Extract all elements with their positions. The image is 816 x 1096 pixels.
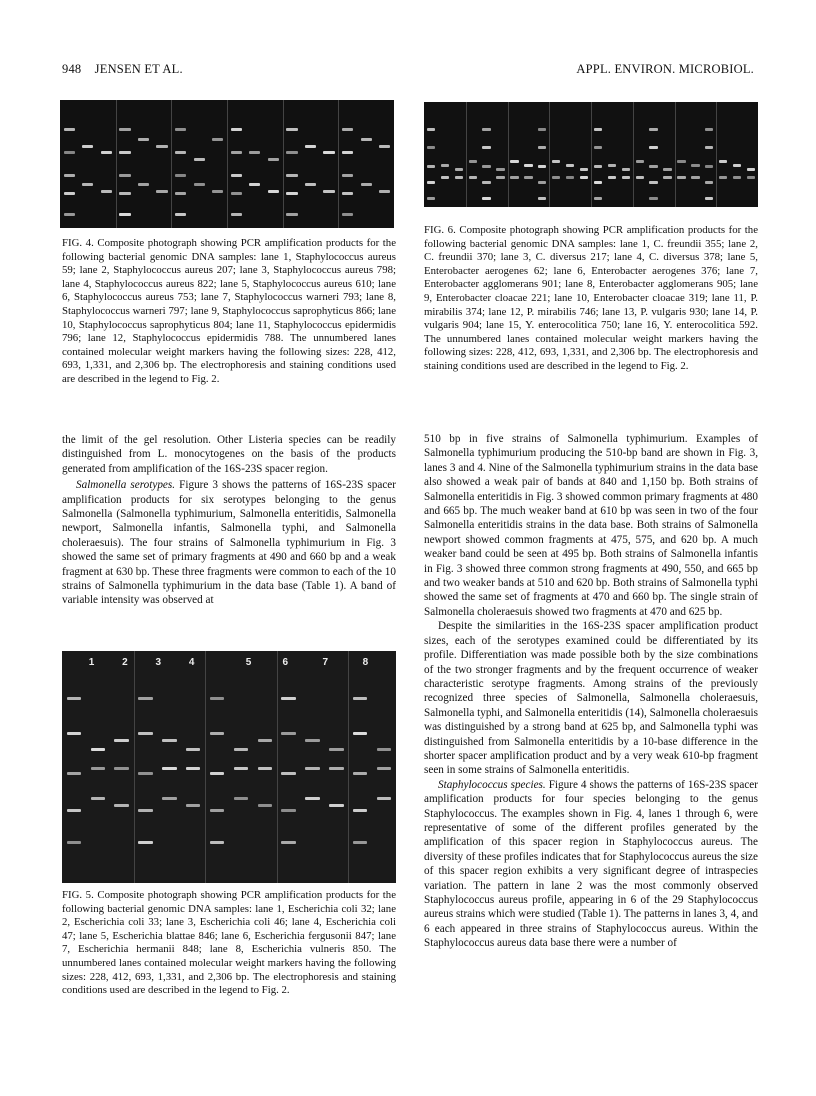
gel-band (114, 739, 128, 742)
gel-band (286, 192, 297, 195)
gel-band (138, 809, 152, 812)
gel-lane-divider (171, 100, 172, 228)
gel-band (353, 809, 367, 812)
gel-band (538, 181, 546, 184)
gel-band (82, 183, 93, 186)
gel-band (231, 192, 242, 195)
gel-band (268, 158, 279, 161)
gel-band (194, 158, 205, 161)
gel-band (353, 841, 367, 844)
gel-band (281, 841, 295, 844)
gel-band (249, 183, 260, 186)
gel-band (162, 797, 176, 800)
gel-band (212, 138, 223, 141)
gel-band (608, 164, 616, 167)
paragraph-salmonella-continued: 510 bp in five strains of Salmonella typhimurium. Examples of Salmonella typhimurium producing the 510-bp band are shown in Fig. 3, lanes 3 and 4. Nine of the Salmonella typhimurium strains in the data base also showed a weak pair of bands at 840 and 1,150 bp. Both strains of Salmonella enteritidis in Fig. 3 showed common primary fragments at 480 and 665 bp. The much weaker band at 610 bp was seen in two of the four Salmonella enteritidis strains in the data base. Both strains of Salmonella newport showed common fragments at 475, 575, and 620 bp. A much weaker band could be seen at 495 bp. Both strains of Salmonella infantis in Fig. 3 showed three common strong fragments at 490, 550, and 665 bp and two weaker bands at 510 and 620 bp. Both strains of Salmonella typhi showed the same set of fragments at 470 and 660 bp. The single strain of Salmonella choleraesuis showed two fragments at 470 and 625 bp. (424, 433, 758, 618)
gel-lane-divider (134, 651, 135, 883)
gel-band (747, 176, 755, 179)
gel-band (67, 732, 81, 735)
paragraph-staphylococcus-species (424, 778, 758, 951)
gel-band (281, 809, 295, 812)
fig5-lane-number: 8 (362, 657, 369, 668)
gel-band (119, 192, 130, 195)
gel-band (482, 181, 490, 184)
gel-band (649, 165, 657, 168)
gel-band (580, 168, 588, 171)
fig4-caption: FIG. 4. Composite photograph showing PCR amplification products for the following bacterial genomic DNA samples: lane 1, Staphylococcus aureus 59; lane 2, Staphylococcus aureus 207; lane 3, Staphylococcus aureus 798; lane 4, Staphylococcus aureus 822; lane 5, Staphylococcus aureus 610; lane 6, Staphylococcus aureus 753; lane 7, Staphylococcus warneri 793; lane 8, Staphylococcus warneri 797; lane 9, Staphylococcus saprophyticus 866; lane 10, Staphylococcus saprophyticus 804; lane 11, Staphylococcus epidermidis 796; lane 12, Staphylococcus epidermidis 788. The unnumbered lanes contained molecular weight markers having the following sizes: 228, 412, 693, 1,331, and 2,306 bp. The electrophoresis and staining conditions used are described in the legend to Fig. 2. (62, 237, 396, 385)
fig5-lane-number: 4 (188, 657, 195, 668)
gel-band (636, 176, 644, 179)
gel-band (510, 176, 518, 179)
paragraph-listeria-end: the limit of the gel resolution. Other Listeria species can be readily distinguished from L. monocytogenes on the basis of the products generated from amplification of the 16S-23S spacer region. (62, 434, 396, 475)
gel-band (210, 809, 224, 812)
gel-band (538, 165, 546, 168)
gel-band (469, 176, 477, 179)
section-heading-salmonella: Salmonella serotypes. (76, 479, 176, 492)
gel-lane-divider (205, 651, 206, 883)
gel-band (379, 145, 390, 148)
gel-band (342, 213, 353, 216)
gel-band (162, 739, 176, 742)
gel-band (496, 168, 504, 171)
gel-band (594, 197, 602, 200)
gel-band (482, 165, 490, 168)
gel-lane-divider (591, 102, 592, 207)
gel-band (636, 160, 644, 163)
gel-band (677, 160, 685, 163)
running-journal: APPL. ENVIRON. MICROBIOL. (576, 62, 754, 76)
gel-lane-divider (549, 102, 550, 207)
gel-band (138, 697, 152, 700)
gel-band (138, 841, 152, 844)
gel-band (677, 176, 685, 179)
gel-band (361, 138, 372, 141)
gel-band (705, 165, 713, 168)
gel-band (552, 160, 560, 163)
gel-lane-divider (508, 102, 509, 207)
gel-band (175, 213, 186, 216)
gel-band (138, 183, 149, 186)
gel-band (691, 164, 699, 167)
gel-band (427, 165, 435, 168)
gel-band (649, 128, 657, 131)
gel-band (608, 176, 616, 179)
fig6-gel-photo (424, 102, 758, 207)
gel-band (455, 168, 463, 171)
fig5-lane-number: 3 (155, 657, 162, 668)
gel-band (377, 748, 391, 751)
gel-band (186, 767, 200, 770)
gel-band (234, 797, 248, 800)
gel-band (705, 146, 713, 149)
gel-band (747, 168, 755, 171)
gel-band (305, 183, 316, 186)
gel-band (186, 748, 200, 751)
gel-band (705, 197, 713, 200)
gel-band (594, 146, 602, 149)
gel-lane-divider (348, 651, 349, 883)
gel-band (286, 174, 297, 177)
gel-band (67, 697, 81, 700)
gel-band (286, 151, 297, 154)
gel-band (194, 183, 205, 186)
gel-band (305, 797, 319, 800)
gel-lane-divider (338, 100, 339, 228)
gel-lane-divider (633, 102, 634, 207)
gel-band (305, 145, 316, 148)
gel-band (719, 176, 727, 179)
gel-band (258, 739, 272, 742)
paragraph-serotype-differentiation: Despite the similarities in the 16S-23S spacer amplification product sizes, each of the serotypes examined could be differentiated by its profile. Differentiation was made possible both by the size combinations of the two stronger fragments and by the frequent occurrence of weaker characteristic serotype fragments. Among strains of the previously recognized three species of Salmonella, Salmonella choleraesuis, Salmonella typhi, and Salmonella enteritidis (14), Salmonella choleraesuis was distinguished by a strong band at 625 bp, and Salmonella typhi was distinguished from Salmonella enteritidis by a 10-base difference in the shorter spacer amplification product and by a very weak 610-bp fragment seen in some strains of Salmonella enteritidis. (424, 620, 758, 777)
gel-band (119, 128, 130, 131)
gel-band (594, 165, 602, 168)
gel-band (212, 190, 223, 193)
fig5-caption: FIG. 5. Composite photograph showing PCR amplification products for the following bacterial genomic DNA samples: lane 1, Escherichia coli 32; lane 2, Escherichia coli 33; lane 3, Escherichia coli 46; lane 4, Escherichia coli 47; lane 5, Escherichia blattae 846; lane 6, Escherichia fergusonii 847; lane 7, Escherichia hermanii 848; lane 8, Escherichia vulneris 850. The unnumbered lanes contained molecular weight markers having the following sizes: 228, 412, 693, 1,331, and 2,306 bp. The electrophoresis and staining conditions used are described in the legend to Fig. 2. (62, 889, 396, 997)
gel-band (258, 804, 272, 807)
page-header-left (62, 62, 183, 77)
gel-band (210, 841, 224, 844)
gel-band (482, 128, 490, 131)
gel-band (329, 767, 343, 770)
paragraph-salmonella-body: Figure 3 shows the patterns of 16S-23S spacer amplification products for six serotypes belonging to the genus Salmonella (Salmonella typhimurium, Salmonella enteritidis, Salmonella newport, Salmonella infantis, Salmonella typhi, and Salmonella choleraesuis). The four strains of Salmonella typhimurium in Fig. 3 showed the same set of primary fragments at 490 and 660 bp and a weak fragment at 630 bp. These three fragments were common to each of the 10 strains of Salmonella typhimurium in the data base (Table 1). A band of variable intensity was observed at (62, 479, 396, 607)
gel-band (663, 176, 671, 179)
paragraph-staphylococcus-body: Figure 4 shows the patterns of 16S-23S spacer amplification products for four species belonging to the genus Staphylococcus. The examples shown in Fig. 4, lanes 1 through 6, were representative of some of the different profiles generated by the amplification of this spacer region in Staphylococcus aureus. The diversity of these profiles indicates that for Staphylococcus aureus the size of this spacer region exhibits a very significant degree of intraspecies variation. The pattern in lane 2 was the most commonly observed Staphylococcus aureus profile, appearing in 6 of the 29 Staphylococcus aureus strains which were studied (Table 1). The patterns in lanes 3, 4, and 6 each appeared in three strains of Staphylococcus aureus. Within the Staphylococcus aureus data base there were a number of (424, 778, 758, 950)
page-number: 948 (62, 62, 82, 76)
gel-band (482, 146, 490, 149)
gel-band (114, 767, 128, 770)
gel-band (649, 181, 657, 184)
gel-band (231, 174, 242, 177)
gel-band (353, 772, 367, 775)
fig5-gel-photo (62, 651, 396, 883)
gel-band (119, 151, 130, 154)
gel-band (323, 190, 334, 193)
fig4-gel-photo (60, 100, 394, 228)
gel-band (377, 797, 391, 800)
gel-band (114, 804, 128, 807)
gel-band (622, 168, 630, 171)
gel-band (361, 183, 372, 186)
gel-band (119, 213, 130, 216)
gel-band (249, 151, 260, 154)
gel-lane-divider (277, 651, 278, 883)
gel-band (175, 174, 186, 177)
gel-band (342, 174, 353, 177)
gel-band (705, 128, 713, 131)
gel-band (175, 151, 186, 154)
gel-band (538, 197, 546, 200)
gel-band (342, 192, 353, 195)
gel-band (622, 176, 630, 179)
gel-band (156, 190, 167, 193)
gel-band (210, 772, 224, 775)
gel-band (566, 164, 574, 167)
gel-band (342, 151, 353, 154)
gel-lane-divider (227, 100, 228, 228)
gel-band (82, 145, 93, 148)
left-column-text (62, 433, 396, 608)
gel-band (286, 213, 297, 216)
gel-band (719, 160, 727, 163)
gel-band (175, 192, 186, 195)
gel-band (281, 732, 295, 735)
running-authors: JENSEN ET AL. (94, 62, 183, 76)
gel-band (566, 176, 574, 179)
gel-band (231, 213, 242, 216)
gel-band (64, 128, 75, 131)
gel-band (91, 748, 105, 751)
gel-band (64, 192, 75, 195)
gel-band (138, 772, 152, 775)
gel-lane-divider (675, 102, 676, 207)
gel-band (342, 128, 353, 131)
gel-band (538, 128, 546, 131)
gel-band (286, 128, 297, 131)
section-heading-staphylococcus: Staphylococcus species. (438, 778, 546, 791)
gel-band (119, 174, 130, 177)
fig5-lane-number: 2 (122, 657, 128, 668)
gel-band (281, 697, 295, 700)
gel-band (101, 151, 112, 154)
right-column-text (424, 432, 758, 951)
gel-band (210, 697, 224, 700)
gel-band (649, 146, 657, 149)
gel-band (175, 128, 186, 131)
gel-band (323, 151, 334, 154)
gel-lane-divider (283, 100, 284, 228)
gel-band (268, 190, 279, 193)
gel-band (455, 176, 463, 179)
gel-lane-divider (116, 100, 117, 228)
gel-band (524, 164, 532, 167)
fig5-lane-number: 6 (282, 657, 288, 668)
gel-band (649, 197, 657, 200)
gel-band (258, 767, 272, 770)
gel-band (427, 197, 435, 200)
gel-band (733, 164, 741, 167)
gel-band (329, 748, 343, 751)
fig5-lane-number: 5 (245, 657, 252, 668)
gel-band (281, 772, 295, 775)
gel-band (231, 151, 242, 154)
gel-band (427, 181, 435, 184)
gel-band (594, 128, 602, 131)
gel-band (67, 841, 81, 844)
gel-band (234, 748, 248, 751)
gel-band (138, 138, 149, 141)
gel-band (510, 160, 518, 163)
gel-band (91, 797, 105, 800)
gel-lane-divider (466, 102, 467, 207)
gel-band (353, 697, 367, 700)
fig6-caption: FIG. 6. Composite photograph showing PCR amplification products for the following bacterial genomic DNA samples: lane 1, C. freundii 355; lane 2, C. freundii 370; lane 3, C. diversus 217; lane 4, C. diversus 378; lane 5, Enterobacter aerogenes 62; lane 6, Enterobacter aerogenes 376; lane 7, Enterobacter agglomerans 901; lane 8, Enterobacter agglomerans 905; lane 9, Enterobacter cloacae 221; lane 10, Enterobacter cloacae 319; lane 11, P. mirabilis 374; lane 12, P. mirabilis 746; lane 13, P. vulgaris 930; lane 14, P. vulgaris 904; lane 15, Y. enterocolitica 750; lane 16, Y. enterocolitica 592. The unnumbered lanes contained molecular weight markers having the following sizes: 228, 412, 693, 1,331, and 2,306 bp. The electrophoresis and staining conditions used are described in the legend to Fig. 2. (424, 224, 758, 372)
gel-band (538, 146, 546, 149)
gel-band (663, 168, 671, 171)
gel-band (469, 160, 477, 163)
gel-band (377, 767, 391, 770)
gel-band (305, 767, 319, 770)
gel-band (353, 732, 367, 735)
gel-band (594, 181, 602, 184)
gel-band (64, 213, 75, 216)
gel-lane-divider (716, 102, 717, 207)
gel-band (67, 809, 81, 812)
gel-band (733, 176, 741, 179)
gel-band (91, 767, 105, 770)
gel-band (552, 176, 560, 179)
gel-band (580, 176, 588, 179)
gel-band (64, 174, 75, 177)
paragraph-salmonella-serotypes (62, 478, 396, 608)
gel-band (524, 176, 532, 179)
gel-band (379, 190, 390, 193)
gel-band (210, 732, 224, 735)
gel-band (64, 151, 75, 154)
gel-band (691, 176, 699, 179)
gel-band (138, 732, 152, 735)
fig5-lane-number: 1 (88, 657, 95, 668)
gel-band (329, 804, 343, 807)
gel-band (427, 128, 435, 131)
fig5-lane-number: 7 (322, 657, 329, 668)
gel-band (156, 145, 167, 148)
gel-band (496, 176, 504, 179)
gel-band (427, 146, 435, 149)
gel-band (67, 772, 81, 775)
gel-band (305, 739, 319, 742)
gel-band (441, 176, 449, 179)
gel-band (441, 164, 449, 167)
gel-band (482, 197, 490, 200)
gel-band (101, 190, 112, 193)
gel-band (231, 128, 242, 131)
gel-band (234, 767, 248, 770)
gel-band (186, 804, 200, 807)
gel-band (162, 767, 176, 770)
gel-band (705, 181, 713, 184)
